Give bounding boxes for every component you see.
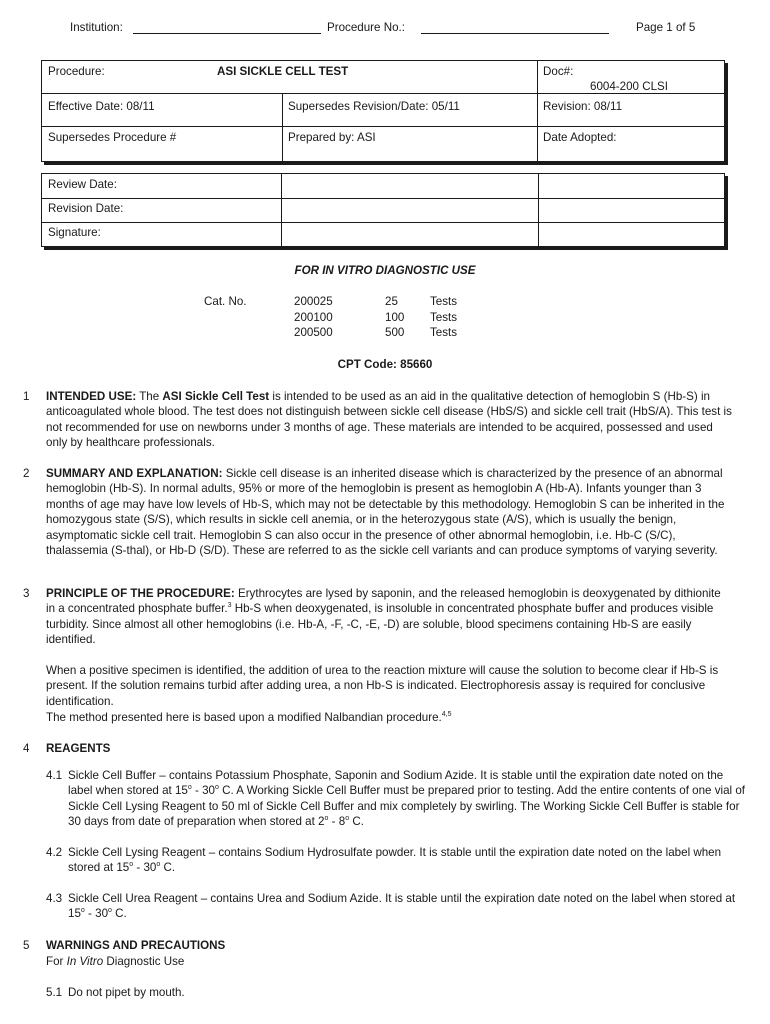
supersedes-procedure: Supersedes Procedure #: [48, 131, 177, 144]
procedure-no-field[interactable]: [421, 33, 609, 34]
item-number: 5.1: [46, 986, 63, 999]
reference-marker: 3: [227, 602, 232, 610]
institution-field[interactable]: [133, 33, 321, 34]
section-number: 4: [23, 742, 30, 755]
section-heading: REAGENTS: [46, 742, 111, 755]
page-indicator: Page 1 of 5: [636, 21, 696, 34]
catalog-count: 25: [385, 295, 398, 308]
supersedes-revision: Supersedes Revision/Date: 05/11: [288, 100, 460, 113]
item-number: 4.2: [46, 846, 63, 859]
section-heading: PRINCIPLE OF THE PROCEDURE:: [46, 587, 235, 600]
catalog-unit: Tests: [430, 311, 458, 324]
procedure-title: ASI SICKLE CELL TEST: [217, 65, 349, 78]
effective-date: Effective Date: 08/11: [48, 100, 155, 113]
signature-label: Signature:: [48, 226, 101, 239]
revision: Revision: 08/11: [543, 100, 623, 113]
intended-use-paragraph: INTENDED USE: The ASI Sickle Cell Test is intended to be used as an aid in the qualitative detection of hemoglobin S (Hb-S) in anticoagulated whole blood. The test does not distinguish between sickle cell disease (HbS/S) and sickle cell trait (HbS/A). This test is not recommended for use on newborns under 3 months of age. These materials are intended to be acquired, possessed and used only by healthcare professionals.: [46, 390, 732, 450]
catalog-number: 200500: [294, 326, 333, 339]
catalog-number: 200100: [294, 311, 333, 324]
review-box: [41, 173, 725, 247]
catalog-number: 200025: [294, 295, 333, 308]
item-number: 4.3: [46, 892, 63, 905]
cpt-code: CPT Code: 85660: [337, 358, 433, 371]
section-number: 5: [23, 939, 30, 952]
doc-number: 6004-200 CLSI: [590, 80, 668, 93]
procedure-label: Procedure:: [48, 65, 105, 78]
reagent-item: 4.3 Sickle Cell Urea Reagent – contains Urea and Sodium Azide. It is stable until the expiration date noted on the label when stored at 15$^o$ - 30$^o$ C.: [46, 892, 736, 921]
revision-date-label: Revision Date:: [48, 202, 124, 215]
ivd-notice: FOR IN VITRO DIAGNOSTIC USE: [294, 264, 476, 277]
doc-label: Doc#:: [543, 65, 574, 78]
catalog-count: 500: [385, 326, 405, 339]
item-number: 4.1: [46, 769, 63, 782]
catalog-count: 100: [385, 311, 405, 324]
reagent-item: 4.1 Sickle Cell Buffer – contains Potassium Phosphate, Saponin and Sodium Azide. It is stable until the expiration date noted on the label when stored at 15$^o$ - 30$^o$ C. A Working Sickle Cell Buffer must be prepared prior to testing. Add the entire contents of one vial of Sickle Cell Lysing Reagent to 50 ml of Sickle Cell Buffer and mix completely by swirling. The Working Sickle Cell Buffer is stable for 30 days from date of preparation when stored at 2$^o$ - 8$^o$ C.: [46, 769, 745, 829]
catalog-label: Cat. No.: [204, 295, 247, 308]
principle-paragraph-2: When a positive specimen is identified, the addition of urea to the reaction mixture will cause the solution to become clear if Hb-S is present. If the solution remains turbid after adding urea, a non Hb-S is indicated. Electrophoresis assay is required for conclusive identification.: [46, 664, 719, 708]
section-heading: WARNINGS AND PRECAUTIONS: [46, 939, 226, 952]
principle-paragraph-3: The method presented here is based upon a modified Nalbandian procedure.$^{4,5}$: [46, 711, 452, 724]
section-number: 2: [23, 467, 30, 480]
reagent-item: 4.2 Sickle Cell Lysing Reagent – contains Sodium Hydrosulfate powder. It is stable until the expiration date noted on the label when stored at 15$^o$ - 30$^o$ C.: [46, 846, 722, 875]
catalog-unit: Tests: [430, 295, 458, 308]
ivd-use-line: For In Vitro Diagnostic Use: [46, 955, 185, 968]
procedure-info-box: [41, 60, 725, 162]
catalog-unit: Tests: [430, 326, 458, 339]
product-name: ASI Sickle Cell Test: [162, 390, 270, 403]
procedure-no-label: Procedure No.:: [327, 21, 405, 34]
review-date-label: Review Date:: [48, 178, 117, 191]
date-adopted: Date Adopted:: [543, 131, 617, 144]
institution-label: Institution:: [70, 21, 123, 34]
section-number: 1: [23, 390, 30, 403]
section-heading: INTENDED USE:: [46, 390, 137, 403]
prepared-by: Prepared by: ASI: [288, 131, 376, 144]
section-number: 3: [23, 587, 30, 600]
principle-paragraph: PRINCIPLE OF THE PROCEDURE: Erythrocytes are lysed by saponin, and the released hemoglobin is deoxygenated by dithionite in a concentrated phosphate buffer.$^3$ Hb-S when deoxygenated, is insoluble in concentrated phosphate buffer and produces visible turbidity. Since almost all other hemoglobins (i.e. Hb-A, -F, -C, -E, -D) are soluble, blood specimens containing Hb-S are easily identified.: [46, 587, 721, 647]
reference-marker: 4,5: [441, 711, 452, 718]
precaution-item: 5.1 Do not pipet by mouth.: [46, 986, 185, 999]
summary-paragraph: SUMMARY AND EXPLANATION: Sickle cell disease is an inherited disease which is characterized by the presence of an abnormal hemoglobin (Hb-S). In normal adults, 95% or more of the hemoglobin is present as hemoglobin A (Hb-A). Infants younger than 3 months of age may have low levels of Hb-S, which may not be detectable by this methodology. Hemoglobin S can be inherited in the homozygous state (S/S), which results in sickle cell anemia, or in the heterozygous state (A/S), which is usually the benign, asymptomatic sickle cell trait. Hemoglobin S can also occur in the presence of other abnormal hemoglobin, i.e. Hb-C (S/C), thalassemia (S-thal), or Hb-D (S/D). These are referred to as the sickle cell variants and can produce symptoms of varying severity.: [46, 467, 725, 558]
section-heading: SUMMARY AND EXPLANATION:: [46, 467, 223, 480]
